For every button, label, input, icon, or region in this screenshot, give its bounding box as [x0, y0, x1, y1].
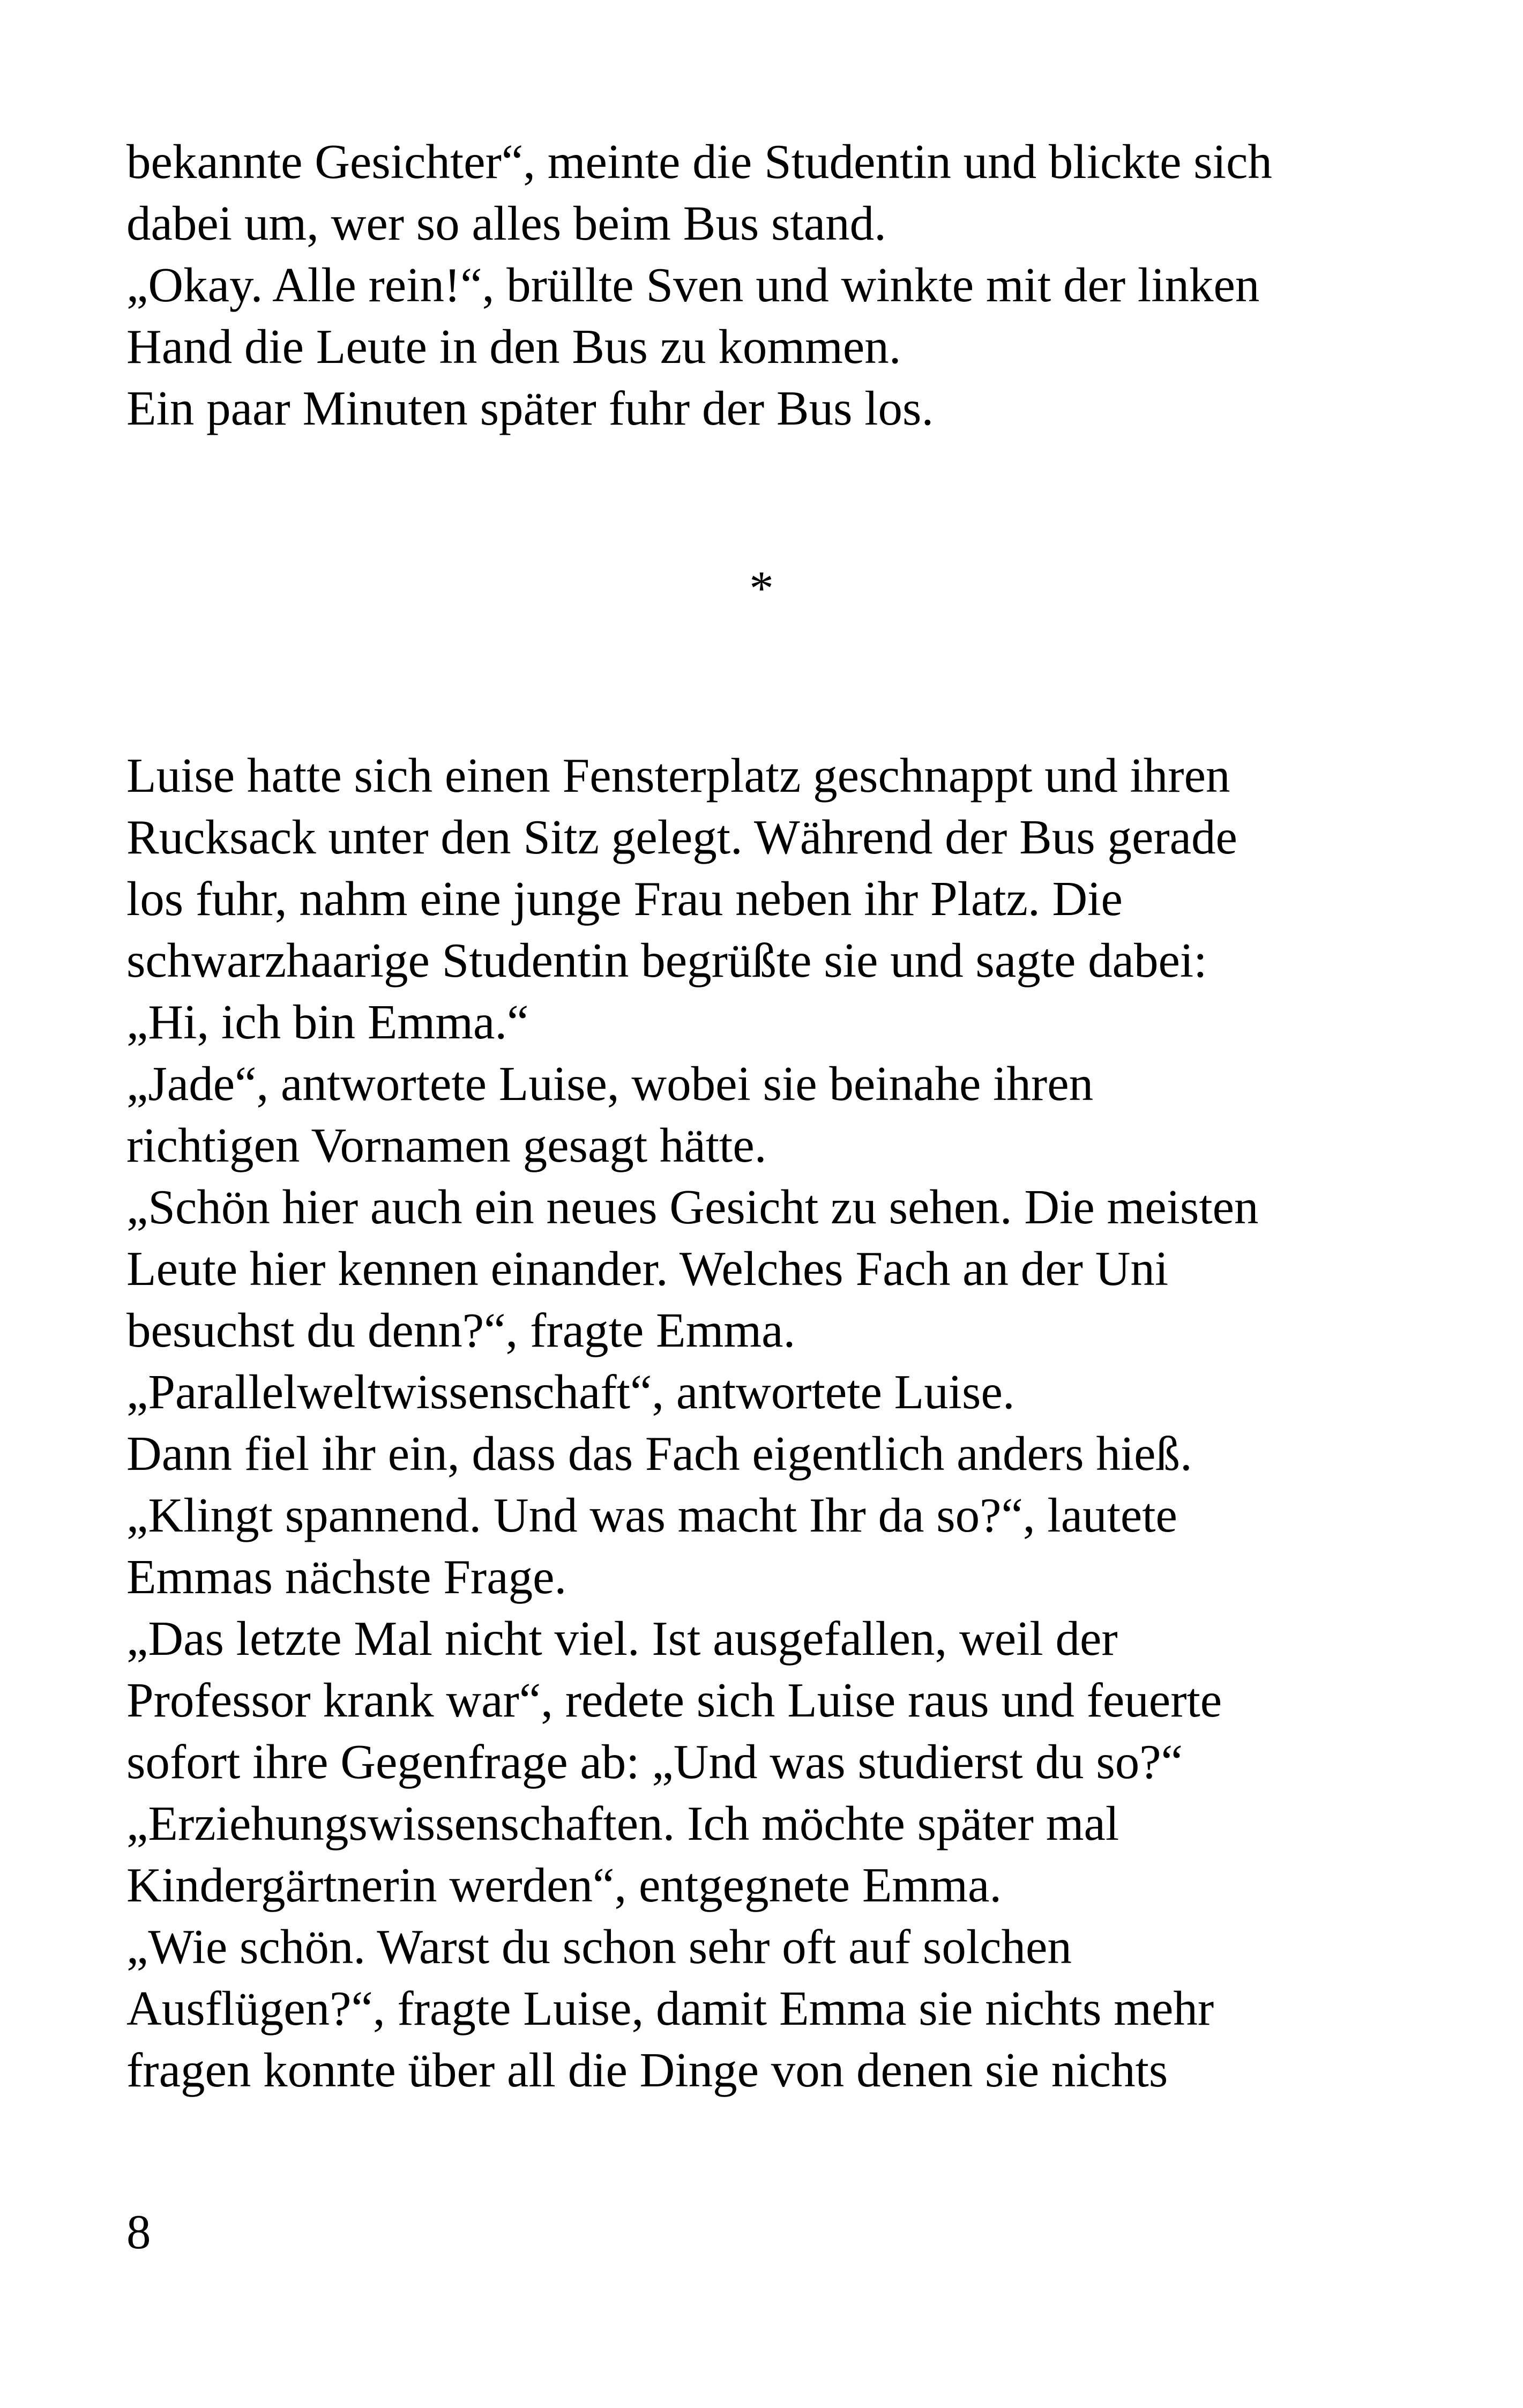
text-line: dabei um, wer so alles beim Bus stand.: [126, 196, 886, 250]
section-separator: *: [749, 561, 774, 615]
text-line: sofort ihre Gegenfrage ab: „Und was studierst du so?“: [126, 1735, 1183, 1789]
text-block-top: [126, 131, 1423, 439]
text-line: schwarzhaarige Studentin begrüßte sie und sagte dabei:: [126, 933, 1207, 987]
text-line: Luise hatte sich einen Fensterplatz geschnappt und ihren: [126, 748, 1230, 802]
text-line: „Okay. Alle rein!“, brüllte Sven und winkte mit der linken: [126, 258, 1260, 312]
text-line: „Hi, ich bin Emma.“: [126, 995, 529, 1049]
text-line: Leute hier kennen einander. Welches Fach an der Uni: [126, 1242, 1169, 1296]
text-line: „Klingt spannend. Und was macht Ihr da so?“, lautete: [126, 1488, 1177, 1542]
text-line: Professor krank war“, redete sich Luise raus und feuerte: [126, 1673, 1222, 1727]
text-line: richtigen Vornamen gesagt hätte.: [126, 1118, 767, 1172]
text-line: Emmas nächste Frage.: [126, 1550, 567, 1604]
text-line: fragen konnte über all die Dinge von denen sie nichts: [126, 2043, 1168, 2097]
text-line: „Schön hier auch ein neues Gesicht zu sehen. Die meisten: [126, 1180, 1259, 1234]
text-line: „Parallelweltwissenschaft“, antwortete Luise.: [126, 1365, 1015, 1419]
text-line: Rucksack unter den Sitz gelegt. Während der Bus gerade: [126, 810, 1237, 864]
text-line: Ein paar Minuten später fuhr der Bus los.: [126, 381, 934, 435]
text-line: bekannte Gesichter“, meinte die Studentin und blickte sich: [126, 135, 1272, 189]
text-line: Ausflügen?“, fragte Luise, damit Emma sie nichts mehr: [126, 1981, 1214, 2035]
text-line: „Erziehungswissenschaften. Ich möchte später mal: [126, 1796, 1119, 1850]
text-line: „Das letzte Mal nicht viel. Ist ausgefallen, weil der: [126, 1611, 1118, 1666]
text-line: „Wie schön. Warst du schon sehr oft auf solchen: [126, 1920, 1072, 1974]
text-line: Dann fiel ihr ein, dass das Fach eigentlich anders hieß.: [126, 1426, 1192, 1481]
text-line: los fuhr, nahm eine junge Frau neben ihr Platz. Die: [126, 872, 1123, 926]
page-number: 8: [126, 2205, 151, 2259]
text-line: Hand die Leute in den Bus zu kommen.: [126, 319, 901, 374]
text-line: besuchst du denn?“, fragte Emma.: [126, 1303, 796, 1357]
text-line: „Jade“, antwortete Luise, wobei sie beinahe ihren: [126, 1057, 1094, 1111]
text-block-main: [126, 745, 1423, 2101]
text-line: Kindergärtnerin werden“, entgegnete Emma.: [126, 1858, 1002, 1912]
